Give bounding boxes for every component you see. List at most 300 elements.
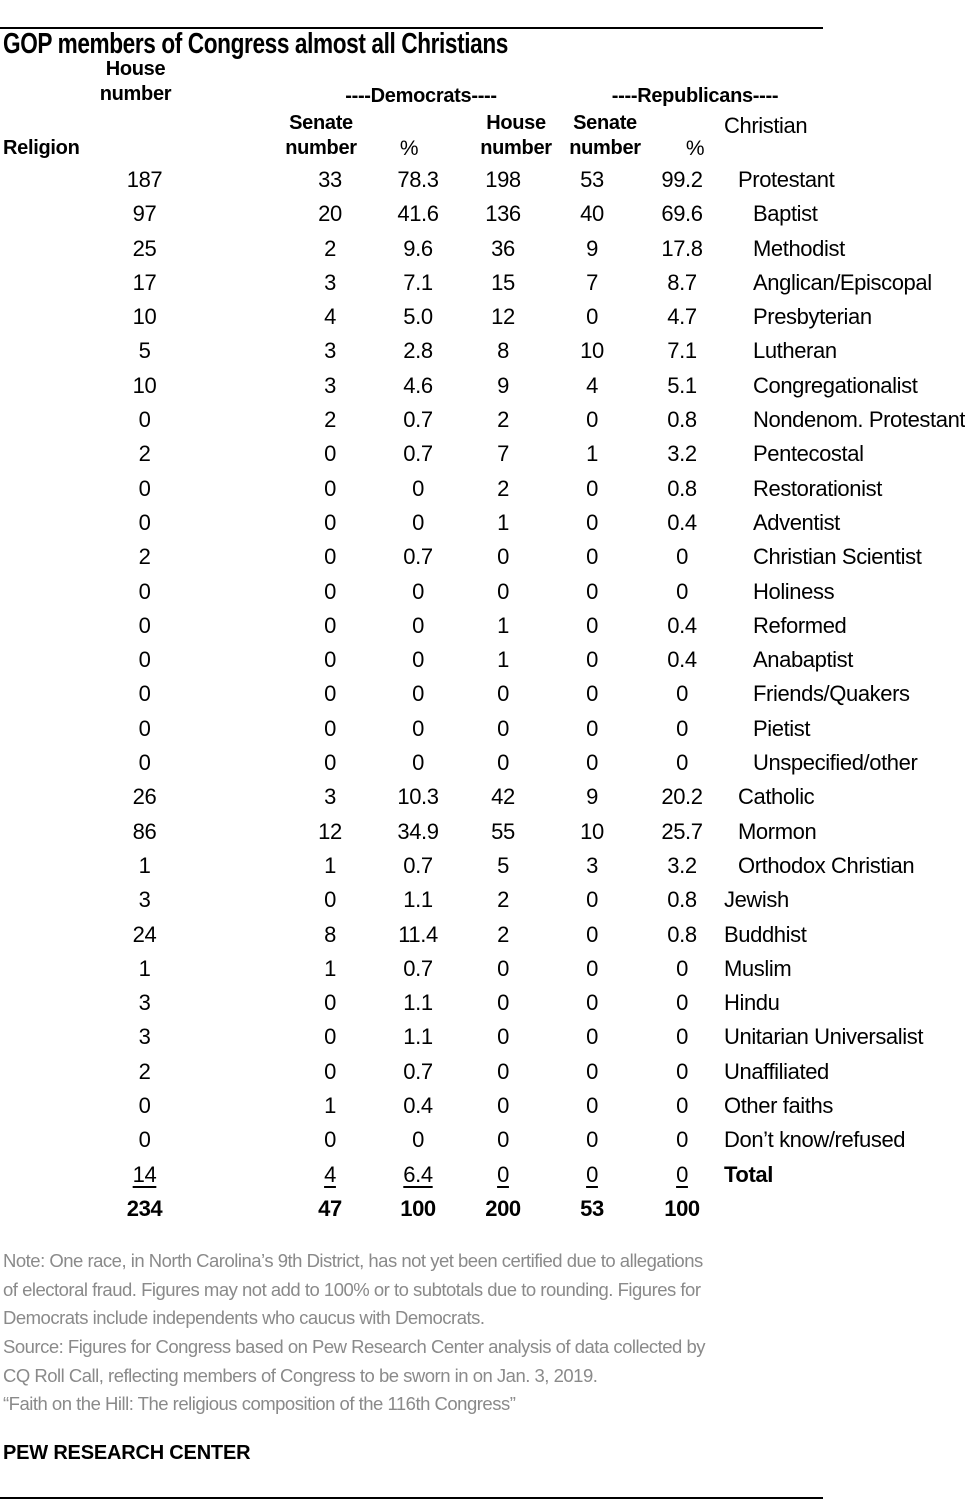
value-cell (286, 266, 374, 300)
bottom-rule (0, 1497, 823, 1499)
value-text: 0 (586, 509, 598, 535)
value-cell (3, 849, 286, 883)
value-cell (462, 643, 544, 677)
group-header-democrats: ----Democrats---- (345, 85, 497, 107)
value-cell (3, 883, 286, 917)
value-cell (544, 883, 640, 917)
value-text: 0.8 (667, 887, 697, 913)
value-text: 3.2 (667, 852, 697, 878)
col-header-rep-house-number: House number (480, 112, 552, 159)
value-text: 0 (324, 475, 336, 501)
value-text: 200 (485, 1195, 521, 1221)
value-text: 234 (126, 1195, 163, 1221)
value-cell (374, 883, 462, 917)
group-header-republicans: ----Republicans---- (611, 85, 779, 107)
value-text: 187 (126, 167, 163, 192)
value-cell (544, 575, 640, 609)
value-cell (286, 197, 374, 231)
value-text: 0 (586, 921, 598, 947)
value-text: 9 (586, 784, 598, 810)
value-cell (3, 1123, 286, 1157)
religion-cell: Holiness (753, 578, 835, 604)
value-text: 8.7 (667, 269, 697, 295)
value-text: 7.1 (667, 338, 697, 364)
value-cell (462, 1055, 544, 1089)
value-cell (374, 952, 462, 986)
value-cell (286, 712, 374, 746)
brand: PEW RESEARCH CENTER (3, 1441, 251, 1464)
value-cell (3, 677, 286, 711)
value-cell (544, 849, 640, 883)
value-cell (3, 780, 286, 814)
value-cell (640, 163, 724, 197)
value-text: 5 (497, 852, 509, 878)
value-cell (640, 1123, 724, 1157)
value-cell (640, 472, 724, 506)
value-cell (286, 918, 374, 952)
value-text: 3 (324, 372, 336, 398)
value-text: 10 (580, 818, 604, 844)
value-text: 7 (497, 441, 509, 467)
value-cell (544, 986, 640, 1020)
value-text: 2.8 (403, 338, 433, 364)
value-text: 0 (412, 681, 424, 707)
col-header-dem-house-number: House number (99, 58, 172, 105)
value-text: 12 (318, 818, 342, 844)
value-cell (286, 334, 374, 368)
value-text: 0 (138, 681, 151, 707)
value-cell (286, 163, 374, 197)
value-cell (462, 849, 544, 883)
value-text: 1 (324, 955, 336, 981)
value-text: 1.1 (403, 887, 433, 913)
value-cell (3, 1158, 286, 1192)
value-cell (286, 1123, 374, 1157)
value-cell (3, 575, 286, 609)
value-cell (640, 300, 724, 334)
value-text: 5.0 (403, 304, 433, 330)
religion-cell: Restorationist (753, 475, 882, 501)
value-cell (286, 849, 374, 883)
value-cell (286, 883, 374, 917)
value-cell (3, 918, 286, 952)
value-cell (544, 1192, 640, 1226)
value-text: 0 (497, 955, 509, 981)
value-text: 0 (324, 647, 336, 673)
value-text: 97 (132, 201, 157, 227)
value-cell (286, 1020, 374, 1054)
value-text: 0.7 (403, 852, 433, 878)
value-text: 0 (324, 887, 336, 913)
value-text: 4 (586, 372, 598, 398)
value-cell (640, 437, 724, 471)
value-cell (3, 334, 286, 368)
value-cell (640, 952, 724, 986)
value-cell (286, 1055, 374, 1089)
value-cell (374, 232, 462, 266)
value-text: 0 (497, 1161, 509, 1187)
value-cell (544, 472, 640, 506)
value-text: 0 (676, 750, 688, 776)
value-cell (462, 1158, 544, 1192)
value-text: 11.4 (398, 921, 438, 947)
value-cell (286, 746, 374, 780)
religion-cell: Pentecostal (753, 441, 864, 467)
value-text: 0 (497, 715, 509, 741)
value-text: 99.2 (661, 167, 703, 192)
value-text: 3 (138, 990, 151, 1016)
value-text: 53 (580, 167, 604, 192)
value-cell (3, 1055, 286, 1089)
note-line: Note: One race, in North Carolina’s 9th District, has not yet been certified due to allegations (3, 1250, 703, 1272)
value-cell (286, 575, 374, 609)
value-cell (286, 506, 374, 540)
religion-cell: Total (724, 1161, 773, 1187)
value-text: 53 (580, 1195, 604, 1221)
value-text: 9 (586, 235, 598, 261)
value-text: 0 (586, 304, 598, 330)
value-cell (544, 1123, 640, 1157)
value-text: 0.7 (403, 1058, 433, 1084)
religion-cell: Methodist (753, 235, 845, 261)
value-cell (462, 815, 544, 849)
value-cell (462, 163, 544, 197)
value-text: 10.3 (397, 784, 439, 810)
value-text: 0 (412, 612, 424, 638)
value-text: 0 (676, 715, 688, 741)
value-text: 0 (586, 475, 598, 501)
value-text: 0 (586, 750, 598, 776)
value-cell (374, 1123, 462, 1157)
col-header-rep-percent: % (685, 137, 705, 160)
value-cell (3, 1192, 286, 1226)
value-text: 0 (138, 1127, 151, 1153)
religion-cell: Presbyterian (753, 304, 872, 330)
value-cell (640, 1020, 724, 1054)
value-cell (544, 232, 640, 266)
value-cell (374, 677, 462, 711)
value-text: 0 (586, 1058, 598, 1084)
value-cell (640, 197, 724, 231)
value-cell (544, 1020, 640, 1054)
value-cell (3, 232, 286, 266)
value-text: 5.1 (667, 372, 697, 398)
value-cell (374, 540, 462, 574)
value-cell (3, 163, 286, 197)
religion-cell: Nondenom. Protestant (753, 407, 965, 433)
value-cell (286, 540, 374, 574)
religion-cell: Buddhist (724, 921, 807, 947)
religion-cell: Christian (724, 113, 808, 138)
value-cell (3, 300, 286, 334)
value-cell (374, 369, 462, 403)
religion-cell: Jewish (724, 887, 789, 913)
value-cell (462, 506, 544, 540)
value-text: 1 (324, 852, 336, 878)
value-text: 0 (497, 1058, 509, 1084)
religion-cell: Mormon (738, 818, 817, 844)
value-cell (286, 1089, 374, 1123)
value-cell (286, 300, 374, 334)
value-cell (640, 712, 724, 746)
value-text: 0.7 (403, 407, 433, 433)
value-cell (640, 403, 724, 437)
value-text: 136 (485, 201, 521, 227)
religion-cell: Christian Scientist (753, 544, 922, 570)
value-cell (374, 163, 462, 197)
value-cell (544, 609, 640, 643)
value-cell (544, 266, 640, 300)
value-text: 24 (132, 921, 157, 947)
religion-cell: Adventist (753, 509, 840, 535)
value-text: 0 (138, 407, 151, 433)
value-cell (640, 883, 724, 917)
value-cell (640, 1055, 724, 1089)
value-text: 0 (412, 715, 424, 741)
value-text: 1.1 (403, 1024, 433, 1050)
value-text: 1 (138, 955, 151, 981)
value-text: 0 (676, 681, 688, 707)
value-cell (544, 334, 640, 368)
value-cell (374, 437, 462, 471)
value-cell (544, 712, 640, 746)
value-text: 0.8 (667, 475, 697, 501)
value-cell (286, 677, 374, 711)
value-text: 6.4 (403, 1161, 433, 1187)
value-cell (640, 677, 724, 711)
value-cell (544, 1055, 640, 1089)
value-text: 0 (497, 681, 509, 707)
value-text: 86 (132, 818, 157, 844)
value-cell (462, 300, 544, 334)
value-text: 1.1 (403, 990, 433, 1016)
value-text: 1 (497, 612, 509, 638)
religion-cell: Anabaptist (753, 647, 853, 673)
study-title-line: “Faith on the Hill: The religious composition of the 116th Congress” (3, 1393, 516, 1415)
value-cell (462, 780, 544, 814)
value-text: 10 (580, 338, 604, 364)
value-text: 0 (138, 578, 151, 604)
religion-cell: Hindu (724, 990, 780, 1016)
value-cell (640, 986, 724, 1020)
value-cell (640, 1158, 724, 1192)
value-cell (640, 780, 724, 814)
value-cell (544, 369, 640, 403)
value-text: 2 (497, 475, 509, 501)
value-cell (3, 369, 286, 403)
religion-table (3, 58, 965, 1226)
value-cell (3, 540, 286, 574)
value-text: 41.6 (397, 201, 439, 227)
value-text: 69.6 (661, 201, 703, 227)
value-cell (462, 609, 544, 643)
value-cell (462, 1123, 544, 1157)
value-text: 0 (676, 578, 688, 604)
value-cell (462, 369, 544, 403)
value-text: 100 (664, 1195, 700, 1221)
religion-cell: Lutheran (753, 338, 837, 364)
value-cell (544, 540, 640, 574)
value-cell (640, 849, 724, 883)
value-text: 10 (132, 304, 157, 330)
value-cell (286, 437, 374, 471)
value-text: 0 (324, 750, 336, 776)
value-cell (544, 403, 640, 437)
value-text: 0 (586, 1161, 598, 1187)
value-cell (374, 1020, 462, 1054)
value-text: 12 (491, 304, 515, 330)
value-cell (462, 677, 544, 711)
value-cell (3, 609, 286, 643)
value-text: 0 (138, 475, 151, 501)
page-title: GOP members of Congress almost all Christians (3, 28, 508, 60)
value-text: 0 (138, 509, 151, 535)
value-text: 0 (676, 544, 688, 570)
value-cell (374, 472, 462, 506)
value-cell (462, 540, 544, 574)
value-cell (462, 1089, 544, 1123)
value-cell (374, 1089, 462, 1123)
value-text: 0 (138, 715, 151, 741)
value-text: 0 (138, 612, 151, 638)
value-text: 3.2 (667, 441, 697, 467)
value-text: 42 (491, 784, 515, 810)
value-cell (374, 1158, 462, 1192)
value-text: 1 (586, 441, 598, 467)
value-cell (462, 472, 544, 506)
value-text: 8 (497, 338, 509, 364)
value-cell (374, 197, 462, 231)
value-text: 2 (497, 887, 509, 913)
value-cell (462, 952, 544, 986)
value-text: 1 (497, 647, 509, 673)
value-text: 0 (324, 715, 336, 741)
value-text: 0 (676, 955, 688, 981)
value-cell (640, 1192, 724, 1226)
value-cell (640, 266, 724, 300)
value-cell (544, 643, 640, 677)
value-text: 0.4 (667, 509, 697, 535)
value-text: 4.7 (667, 304, 697, 330)
value-cell (462, 403, 544, 437)
value-cell (3, 266, 286, 300)
value-text: 0 (497, 1093, 509, 1119)
value-cell (462, 266, 544, 300)
religion-cell: Unaffiliated (724, 1058, 829, 1084)
value-text: 0.4 (403, 1093, 433, 1119)
value-cell (462, 197, 544, 231)
value-cell (3, 472, 286, 506)
value-text: 7 (586, 269, 598, 295)
value-text: 198 (485, 167, 521, 192)
value-text: 17 (132, 269, 157, 295)
value-text: 0 (586, 578, 598, 604)
value-text: 3 (138, 887, 151, 913)
value-cell (640, 369, 724, 403)
col-header-religion: Religion (3, 137, 80, 159)
value-cell (544, 506, 640, 540)
value-text: 0 (324, 441, 336, 467)
value-text: 0 (586, 955, 598, 981)
value-text: 2 (138, 1058, 151, 1084)
value-cell (374, 506, 462, 540)
value-text: 0 (586, 407, 598, 433)
value-cell (462, 746, 544, 780)
value-text: 0 (497, 1127, 509, 1153)
value-cell (3, 712, 286, 746)
value-cell (544, 677, 640, 711)
value-cell (462, 986, 544, 1020)
value-cell (640, 609, 724, 643)
value-text: 1 (497, 509, 509, 535)
religion-cell: Don’t know/refused (724, 1127, 906, 1153)
religion-cell: Congregationalist (753, 372, 918, 398)
value-text: 25.7 (661, 818, 703, 844)
value-cell (3, 1089, 286, 1123)
footer-notes (3, 1247, 828, 1419)
value-text: 100 (400, 1195, 436, 1221)
value-cell (286, 403, 374, 437)
value-text: 34.9 (397, 818, 439, 844)
value-text: 0 (586, 647, 598, 673)
value-cell (544, 163, 640, 197)
value-text: 0 (324, 509, 336, 535)
value-cell (374, 712, 462, 746)
religion-cell: Orthodox Christian (738, 852, 915, 878)
value-cell (3, 1020, 286, 1054)
value-cell (286, 1192, 374, 1226)
value-cell (374, 643, 462, 677)
value-cell (3, 403, 286, 437)
value-cell (286, 232, 374, 266)
note-line: of electoral fraud. Figures may not add to 100% or to subtotals due to rounding. Figures for (3, 1278, 701, 1300)
value-text: 0 (586, 990, 598, 1016)
value-text: 0 (676, 1058, 688, 1084)
value-cell (286, 643, 374, 677)
value-cell (544, 300, 640, 334)
religion-cell: Anglican/Episcopal (753, 269, 932, 295)
value-text: 2 (497, 407, 509, 433)
value-cell (374, 334, 462, 368)
value-cell (462, 334, 544, 368)
value-text: 25 (132, 235, 157, 261)
value-cell (374, 1055, 462, 1089)
note-line: Democrats include independents who caucus with Democrats. (3, 1307, 485, 1329)
value-text: 0 (586, 715, 598, 741)
religion-cell: Catholic (738, 784, 815, 810)
value-cell (374, 403, 462, 437)
col-header-rep-senate-number: Senate number (569, 112, 641, 159)
value-cell (374, 609, 462, 643)
value-text: 2 (324, 407, 336, 433)
value-text: 0 (324, 544, 336, 570)
value-text: 1 (324, 1093, 336, 1119)
value-cell (286, 1158, 374, 1192)
value-cell (544, 780, 640, 814)
value-text: 1 (138, 852, 151, 878)
value-text: 5 (138, 338, 151, 364)
value-text: 0 (412, 475, 424, 501)
value-text: 14 (132, 1161, 157, 1187)
value-cell (640, 540, 724, 574)
value-text: 0 (586, 681, 598, 707)
value-text: 3 (138, 1024, 151, 1050)
value-cell (544, 437, 640, 471)
value-text: 0 (676, 1161, 688, 1187)
religion-cell: Baptist (753, 201, 818, 227)
value-cell (286, 369, 374, 403)
value-cell (374, 266, 462, 300)
